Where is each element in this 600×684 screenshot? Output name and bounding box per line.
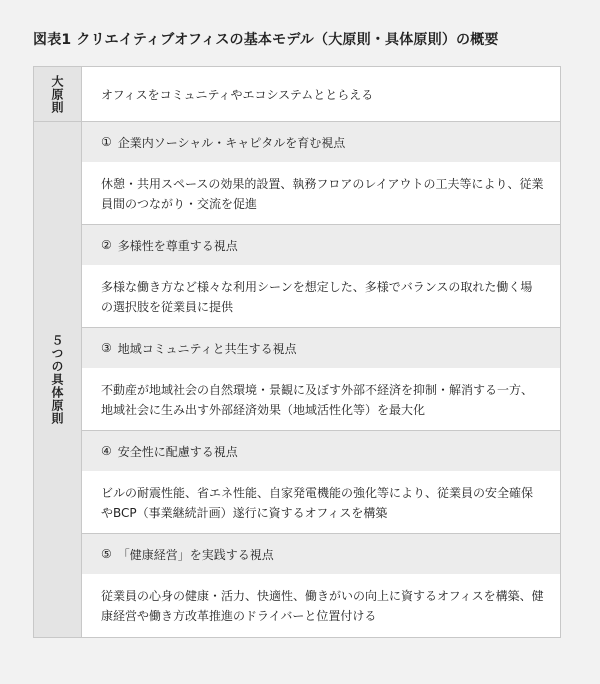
principle-heading-2 [82, 225, 560, 265]
principle-body-2: 多様な働き方など様々な利用シーンを想定した、多様でバランスの取れた働く場の選択肢を従業員に提供 [82, 265, 560, 328]
main-principle-content [82, 67, 560, 121]
principle-heading-1 [82, 122, 560, 162]
principle-block-2 [82, 225, 560, 328]
detail-principles-label: ５つの具体原則 [50, 334, 64, 425]
principle-heading-4 [82, 431, 560, 471]
detail-principles-row [34, 122, 560, 637]
principle-block-1 [82, 122, 560, 225]
principle-block-4 [82, 431, 560, 534]
principle-heading-text-1: 企業内ソーシャル・キャピタルを育む視点 [117, 135, 346, 150]
principle-number-3: ③ [101, 341, 112, 355]
principle-number-5: ⑤ [101, 547, 112, 561]
principle-heading-text-5: 「健康経営」を実践する視点 [117, 547, 274, 562]
main-principle-row [34, 67, 560, 122]
figure-title: 図表1 クリエイティブオフィスの基本モデル（大原則・具体原則）の概要 [33, 32, 499, 48]
principle-body-5: 従業員の心身の健康・活力、快適性、働きがいの向上に資するオフィスを構築、健康経営や働き方改革推進のドライバーと位置付ける [82, 574, 560, 637]
principle-heading-text-4: 安全性に配慮する視点 [117, 444, 238, 459]
main-principle-label: 大原則 [50, 74, 64, 114]
principle-heading-text-2: 多様性を尊重する視点 [117, 238, 238, 253]
principle-body-3: 不動産が地域社会の自然環境・景観に及ぼす外部不経済を抑制・解消する一方、地域社会に生み出す外部経済効果（地域活性化等）を最大化 [82, 368, 560, 431]
principle-heading-5 [82, 534, 560, 574]
principle-number-4: ④ [101, 444, 112, 458]
principle-heading-text-3: 地域コミュニティと共生する視点 [117, 341, 297, 356]
principle-number-2: ② [101, 238, 112, 252]
principle-block-3 [82, 328, 560, 431]
principle-body-1: 休憩・共用スペースの効果的設置、執務フロアのレイアウトの工夫等により、従業員間のつながり・交流を促進 [82, 162, 560, 225]
principles-table [33, 66, 561, 638]
detail-principles-content [82, 122, 560, 637]
main-principle-text: オフィスをコミュニティやエコシステムととらえる [101, 87, 374, 102]
main-principle-label-cell [34, 67, 82, 121]
principle-block-5 [82, 534, 560, 637]
principle-number-1: ① [101, 135, 112, 149]
detail-principles-label-cell [34, 122, 82, 637]
principle-body-4: ビルの耐震性能、省エネ性能、自家発電機能の強化等により、従業員の安全確保やBCP（事業継続計画）遂行に資するオフィスを構築 [82, 471, 560, 534]
principle-heading-3 [82, 328, 560, 368]
